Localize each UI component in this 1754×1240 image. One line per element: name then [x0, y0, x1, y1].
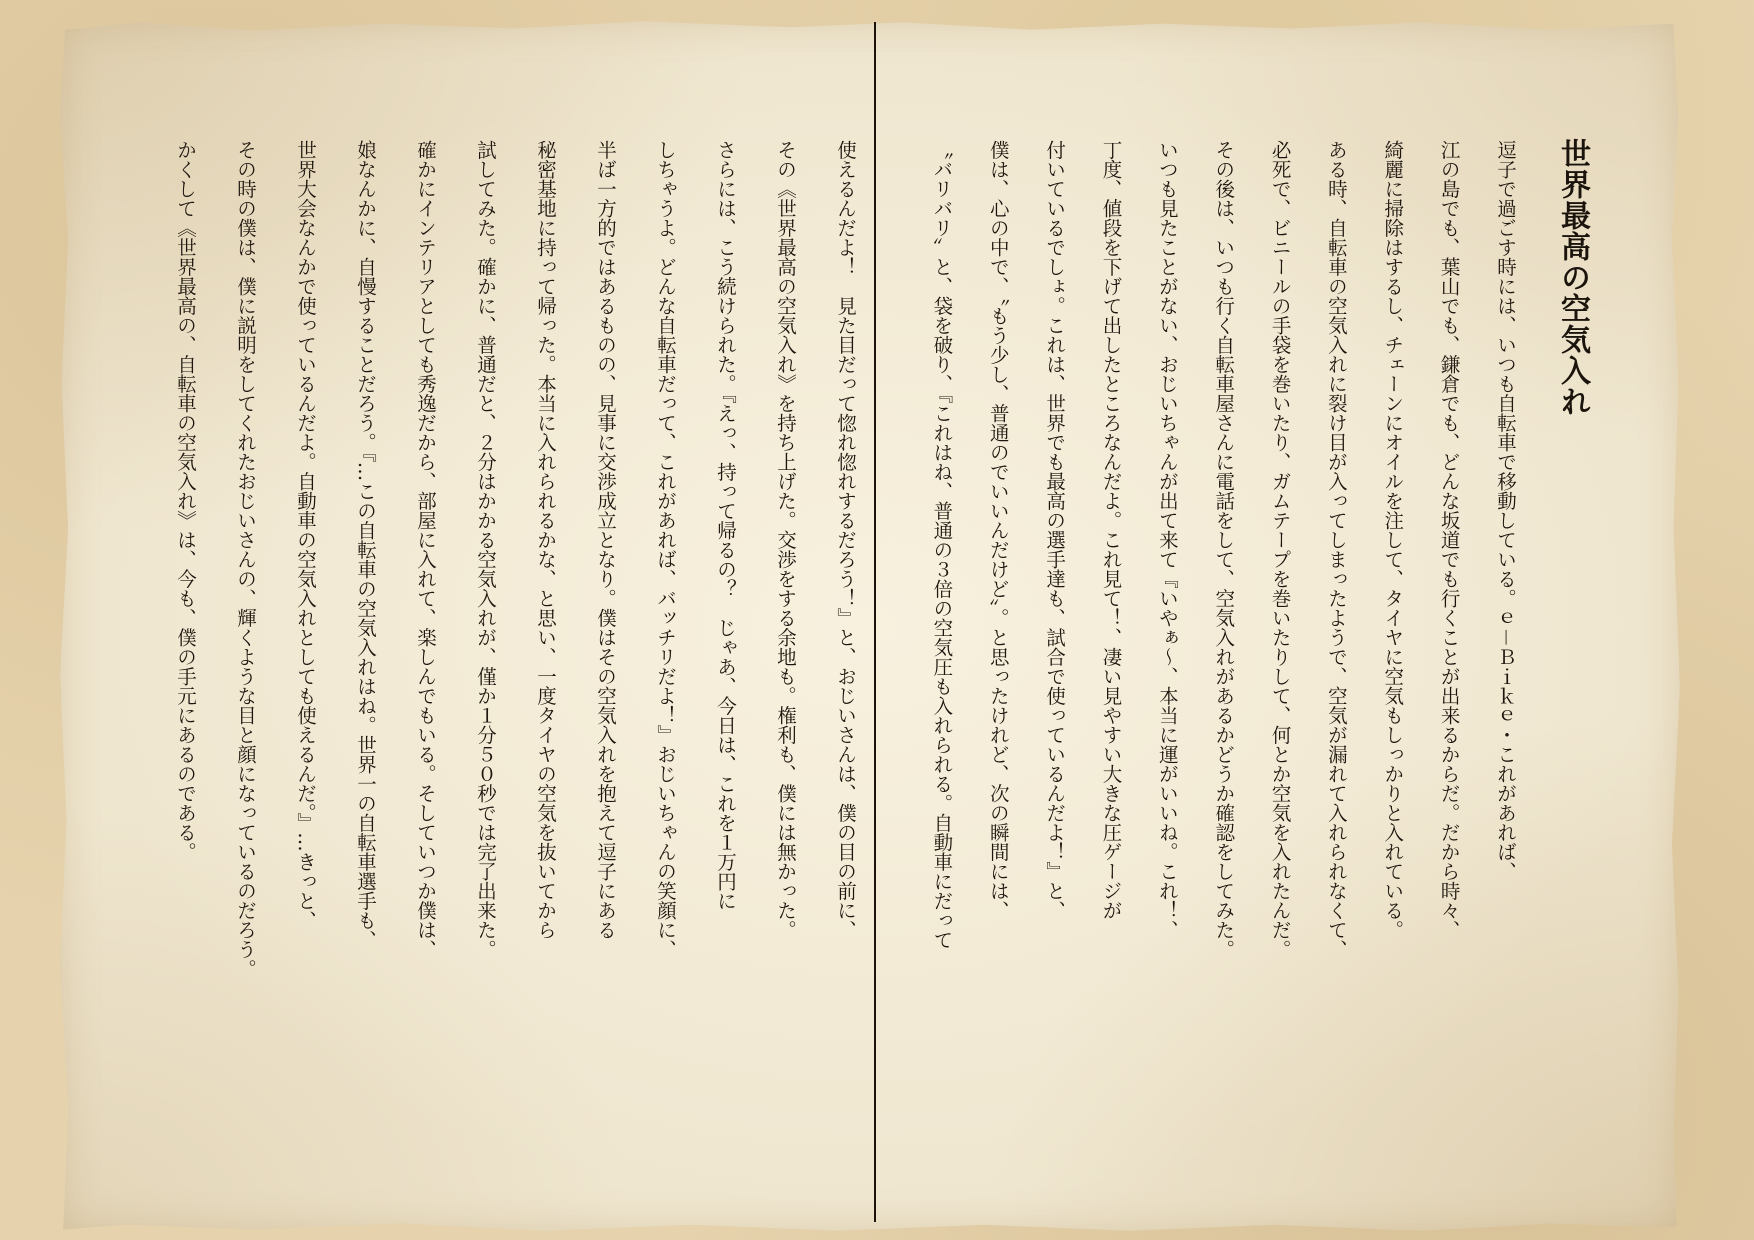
text-line: さらには、こう続けられた。『えっ、持って帰るの？ じゃあ、今日は、これを１万円に	[714, 140, 737, 911]
text-line: 確かにインテリアとしても秀逸だから、部屋に入れて、楽しんでもいる。そしていつか僕は、	[414, 140, 437, 959]
page-title: 世界最高の空気入れ	[1555, 138, 1590, 417]
text-line: しちゃうよ。どんな自転車だって、これがあれば、バッチリだよ！』おじいちゃんの笑顔に、	[654, 140, 677, 959]
text-line: 必死で、ビニールの手袋を巻いたり、ガムテープを巻いたりして、何とか空気を入れたんだ。	[1268, 140, 1292, 959]
text-line: 半ば一方的ではあるものの、見事に交渉成立となり。僕はその空気入れを抱えて逗子にある	[594, 140, 617, 940]
text-line: 世界大会なんかで使っているんだよ。自動車の空気入れとしても使えるんだ。』…きっと、	[294, 140, 317, 930]
text-line: 〝バリバリ〟と、袋を破り、『これはね、普通の３倍の空気圧も入れられる。自動車にだって	[930, 140, 954, 950]
page-divider	[874, 22, 876, 1222]
text-line: 秘密基地に持って帰った。本当に入れられるかな、と思い、一度タイヤの空気を抜いてから	[534, 140, 557, 940]
text-line: 試してみた。確かに、普通だと、２分はかかる空気入れが、僅か１分５０秒では完了出来た。	[474, 140, 497, 959]
text-line: その《世界最高の空気入れ》を持ち上げた。交渉をする余地も。権利も、僕には無かった。	[774, 140, 797, 940]
text-line: いつも見たことがない、おじいちゃんが出て来て『いやぁ〜、本当に運がいいね。これ！、	[1155, 140, 1179, 940]
text-line: 江の島でも、葉山でも、鎌倉でも、どんな坂道でも行くことが出来るからだ。だから時々、	[1437, 140, 1461, 940]
text-line: 娘なんかに、自慢することだろう。『…この自転車の空気入れはね。世界一の自転車選手も、	[354, 140, 377, 950]
text-line: ある時、自転車の空気入れに裂け目が入ってしまったようで、空気が漏れて入れられなくて、	[1324, 140, 1348, 959]
text-line: 付いているでしょ。これは、世界でも最高の選手達も、試合で使っているんだよ！』と、	[1043, 140, 1067, 920]
text-line: かくして《世界最高の、自転車の空気入れ》は、今も、僕の手元にあるのである。	[174, 140, 197, 862]
text-line: 使えるんだよ！ 見た目だって惚れ惚れするだろう！』と、おじいさんは、僕の目の前に、	[834, 140, 857, 940]
text-line: 僕は、心の中で、〝もう少し、普通のでいいんだけど〟。と思ったけれど、次の瞬間には、	[986, 140, 1010, 920]
text-line: 逗子で過ごす時には、いつも自転車で移動している。ｅ－Ｂｉｋｅ・これがあれば、	[1494, 140, 1517, 881]
text-line: その後は、いつも行く自転車屋さんに電話をして、空気入れがあるかどうか確認をしてみた。	[1212, 140, 1236, 959]
text-line: 丁度、値段を下げて出したところなんだよ。これ見て！、凄い見やすい大きな圧ゲージが	[1099, 140, 1123, 920]
left-page-text	[140, 140, 860, 1100]
right-page-text	[900, 140, 1520, 1100]
text-line: 綺麗に掃除はするし、チェーンにオイルを注して、タイヤに空気もしっかりと入れている。	[1381, 140, 1405, 940]
text-line: その時の僕は、僕に説明をしてくれたおじいさんの、輝くような目と顔になっているのだろう。	[234, 140, 257, 979]
